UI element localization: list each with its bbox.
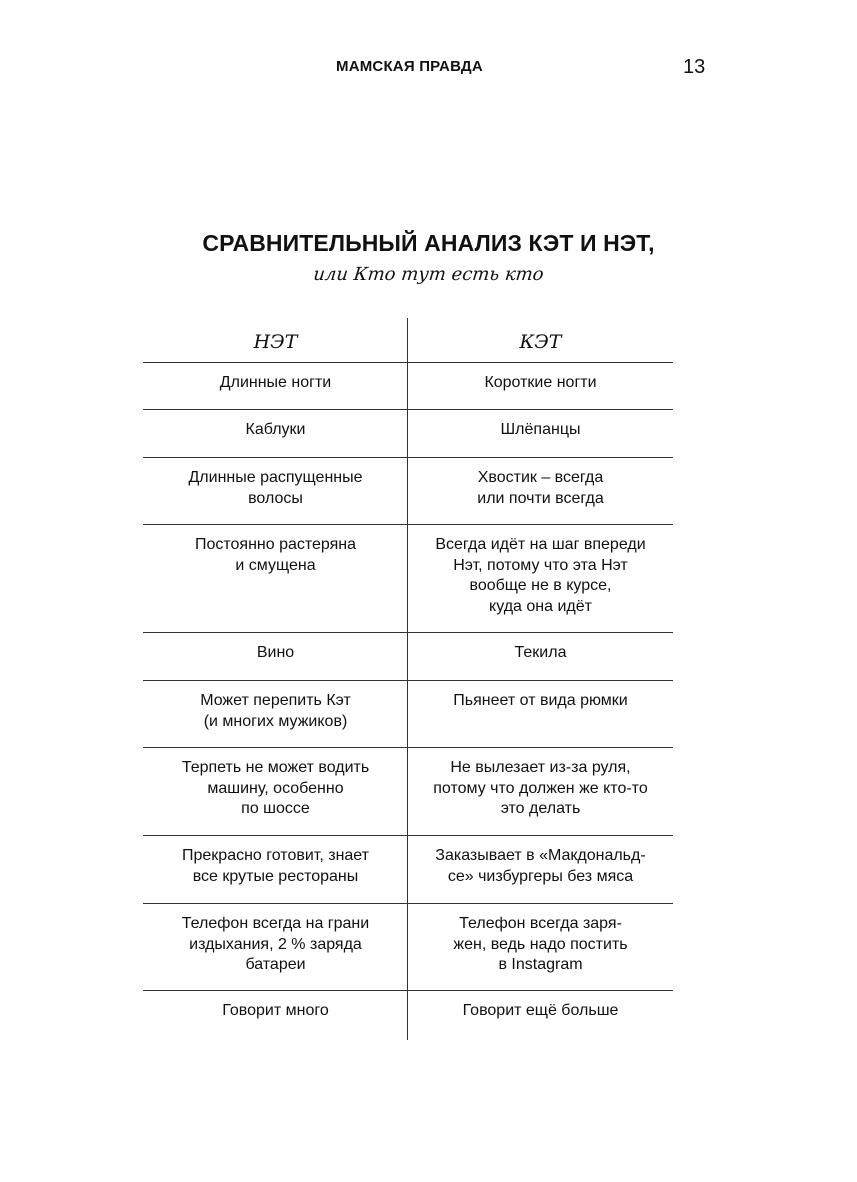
ket-cell: Говорит ещё больше xyxy=(462,1002,619,1019)
net-cell: Вино xyxy=(256,644,295,661)
ket-cell: Пьянеет от вида рюмки xyxy=(453,692,628,709)
ket-cell: Не вылезает из-за руля, потому что должен же кто-то это делать xyxy=(433,759,648,817)
section-subtitle: или Кто тут есть кто xyxy=(312,264,545,285)
ket-cell: Заказывает в «Макдональд- се» чизбургеры без мяса xyxy=(435,847,646,885)
table-row xyxy=(143,363,673,410)
table-row xyxy=(143,748,673,836)
table-row xyxy=(143,904,673,991)
ket-cell: Хвостик – всегда или почти всегда xyxy=(477,469,604,507)
comparison-table xyxy=(143,318,673,1039)
column-header-ket: КЭТ xyxy=(519,331,562,353)
ket-cell: Всегда идёт на шаг впереди Нэт, потому что эта Нэт вообще не в курсе, куда она идёт xyxy=(435,536,646,615)
net-cell: Постоянно растеряна и смущена xyxy=(194,536,357,574)
ket-cell: Короткие ногти xyxy=(484,374,597,391)
column-divider xyxy=(407,318,408,1040)
ket-cell: Телефон всегда заря- жен, ведь надо постить в Instagram xyxy=(453,915,628,973)
net-cell: Может перепить Кэт (и многих мужиков) xyxy=(200,692,351,730)
page-number: 13 xyxy=(683,56,706,78)
running-head-title: МАМСКАЯ ПРАВДА xyxy=(336,58,483,75)
net-cell: Телефон всегда на грани издыхания, 2 % заряда батареи xyxy=(181,915,370,973)
net-cell: Длинные распущенные волосы xyxy=(188,469,363,507)
table-row xyxy=(143,991,673,1039)
table-row xyxy=(143,410,673,458)
table-row xyxy=(143,633,673,681)
section-title: СРАВНИТЕЛЬНЫЙ АНАЛИЗ КЭТ И НЭТ, xyxy=(202,230,655,256)
table-row xyxy=(143,836,673,904)
table-row xyxy=(143,458,673,525)
net-cell: Терпеть не может водить машину, особенно по шоссе xyxy=(181,759,370,817)
net-cell: Каблуки xyxy=(245,421,306,438)
net-cell: Прекрасно готовит, знает все крутые рестораны xyxy=(182,847,369,885)
table-header-row xyxy=(143,318,673,363)
table-row xyxy=(143,681,673,748)
column-header-net: НЭТ xyxy=(253,331,298,353)
ket-cell: Текила xyxy=(514,644,567,661)
net-cell: Длинные ногти xyxy=(219,374,332,391)
net-cell: Говорит много xyxy=(222,1002,329,1019)
table-row xyxy=(143,525,673,633)
ket-cell: Шлёпанцы xyxy=(500,421,581,438)
